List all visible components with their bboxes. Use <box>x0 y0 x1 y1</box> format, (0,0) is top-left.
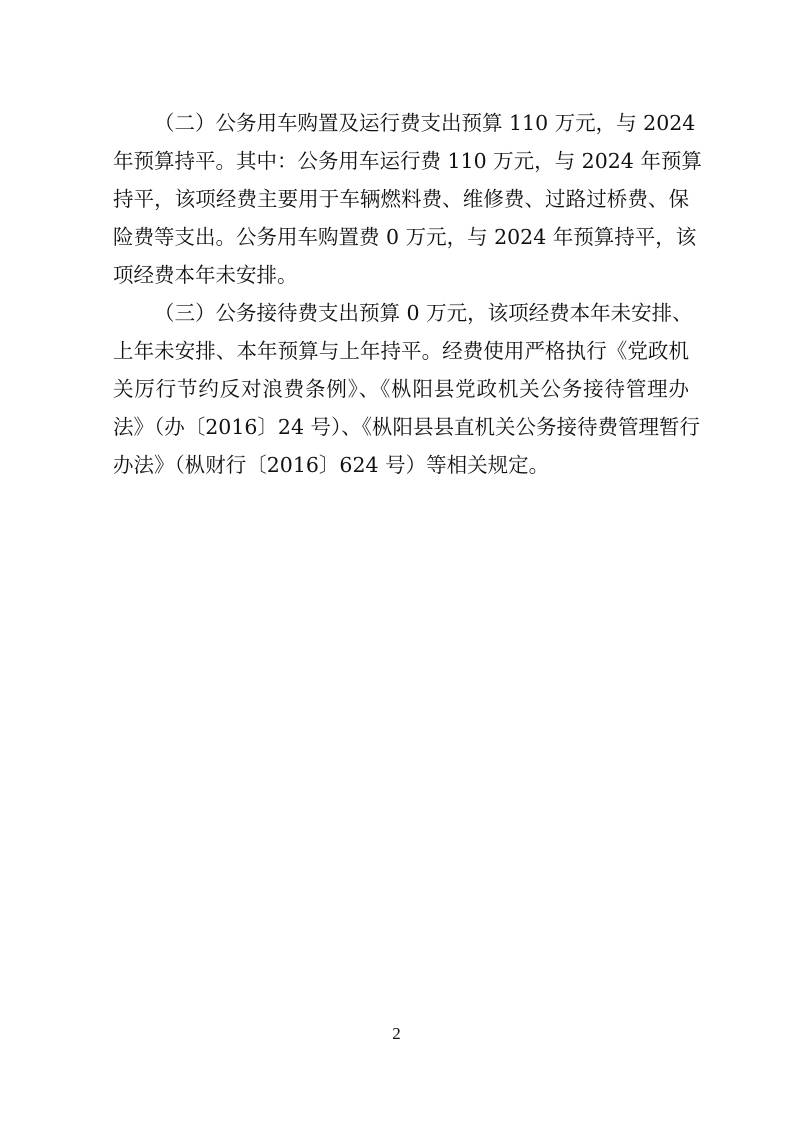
text-line: 持平，该项经费主要用于车辆燃料费、维修费、过路过桥费、保 <box>113 187 689 211</box>
body-text <box>113 104 702 484</box>
text-line: 办法》（枞财行〔2016〕624 号）等相关规定。 <box>113 453 550 477</box>
page-number: 2 <box>392 1024 401 1043</box>
paragraph-official-reception-budget <box>113 294 701 484</box>
text-line: （三）公务接待费支出预算 0 万元，该项经费本年未安排、 <box>154 301 693 325</box>
text-line: 险费等支出。公务用车购置费 0 万元，与 2024 年预算持平，该 <box>113 225 697 249</box>
text-line: 法》（办〔2016〕24 号）、《枞阳县县直机关公务接待费管理暂行 <box>113 415 701 439</box>
text-line: 年预算持平。其中：公务用车运行费 110 万元，与 2024 年预算 <box>113 149 702 173</box>
text-line: 关厉行节约反对浪费条例》、《枞阳县党政机关公务接待管理办 <box>113 377 689 401</box>
text-line: （二）公务用车购置及运行费支出预算 110 万元，与 2024 <box>154 111 696 135</box>
paragraph-official-vehicle-budget <box>113 104 702 294</box>
text-line: 上年未安排、本年预算与上年持平。经费使用严格执行《党政机 <box>113 339 689 363</box>
text-line: 项经费本年未安排。 <box>113 263 298 287</box>
